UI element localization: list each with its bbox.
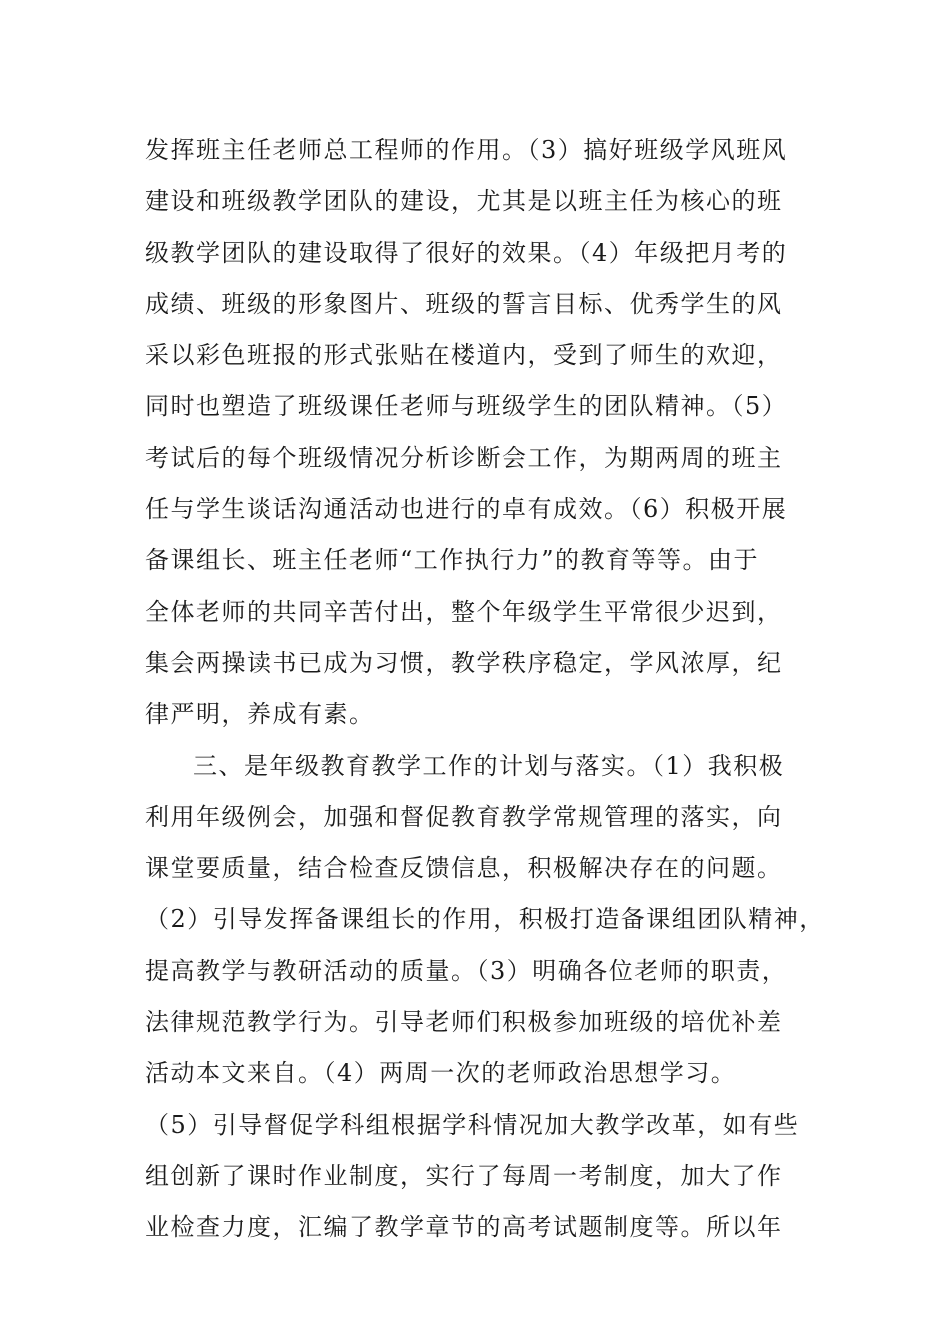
- text-line: 集会两操读书已成为习惯，教学秩序稳定，学风浓厚，纪: [145, 648, 783, 677]
- text-line: 建设和班级教学团队的建设，尤其是以班主任为核心的班: [145, 187, 783, 216]
- body-text: [145, 129, 845, 1258]
- text-line: 律严明，养成有素。: [145, 700, 375, 729]
- text-line: 业检查力度，汇编了教学章节的高考试题制度等。所以年: [145, 1213, 783, 1242]
- text-line: 组创新了课时作业制度，实行了每周一考制度，加大了作: [145, 1161, 783, 1190]
- text-line: 考试后的每个班级情况分析诊断会工作，为期两周的班主: [145, 443, 783, 472]
- text-line: 提高教学与教研活动的质量。（3）明确各位老师的职责，: [145, 956, 788, 985]
- text-line: （2）引导发挥备课组长的作用，积极打造备课组团队精神，: [145, 905, 825, 934]
- text-line: 发挥班主任老师总工程师的作用。（3）搞好班级学风班风: [145, 136, 788, 164]
- text-line: 成绩、班级的形象图片、班级的誓言目标、优秀学生的风: [145, 289, 783, 318]
- text-line: 全体老师的共同辛苦付出，整个年级学生平常很少迟到，: [145, 597, 783, 626]
- paragraph-start-line: 三、是年级教育教学工作的计划与落实。（1）我积极: [193, 751, 785, 780]
- text-line: 课堂要质量，结合检查反馈信息，积极解决存在的问题。: [145, 854, 783, 883]
- text-line: 级教学团队的建设取得了很好的效果。（4）年级把月考的: [145, 238, 788, 267]
- text-line: （5）引导督促学科组根据学科情况加大教学改革，如有些: [145, 1110, 800, 1139]
- text-line: 利用年级例会，加强和督促教育教学常规管理的落实，向: [145, 802, 783, 831]
- text-line: 法律规范教学行为。引导老师们积极参加班级的培优补差: [145, 1008, 783, 1037]
- text-line: 备课组长、班主任老师“工作执行力”的教育等等。由于: [145, 546, 760, 575]
- text-line: 任与学生谈话沟通活动也进行的卓有成效。（6）积极开展: [145, 495, 788, 524]
- text-line: 同时也塑造了班级课任老师与班级学生的团队精神。（5）: [145, 392, 788, 421]
- text-line: 活动本文来自。（4）两周一次的老师政治思想学习。: [145, 1059, 737, 1088]
- text-line: 采以彩色班报的形式张贴在楼道内，受到了师生的欢迎，: [145, 341, 783, 370]
